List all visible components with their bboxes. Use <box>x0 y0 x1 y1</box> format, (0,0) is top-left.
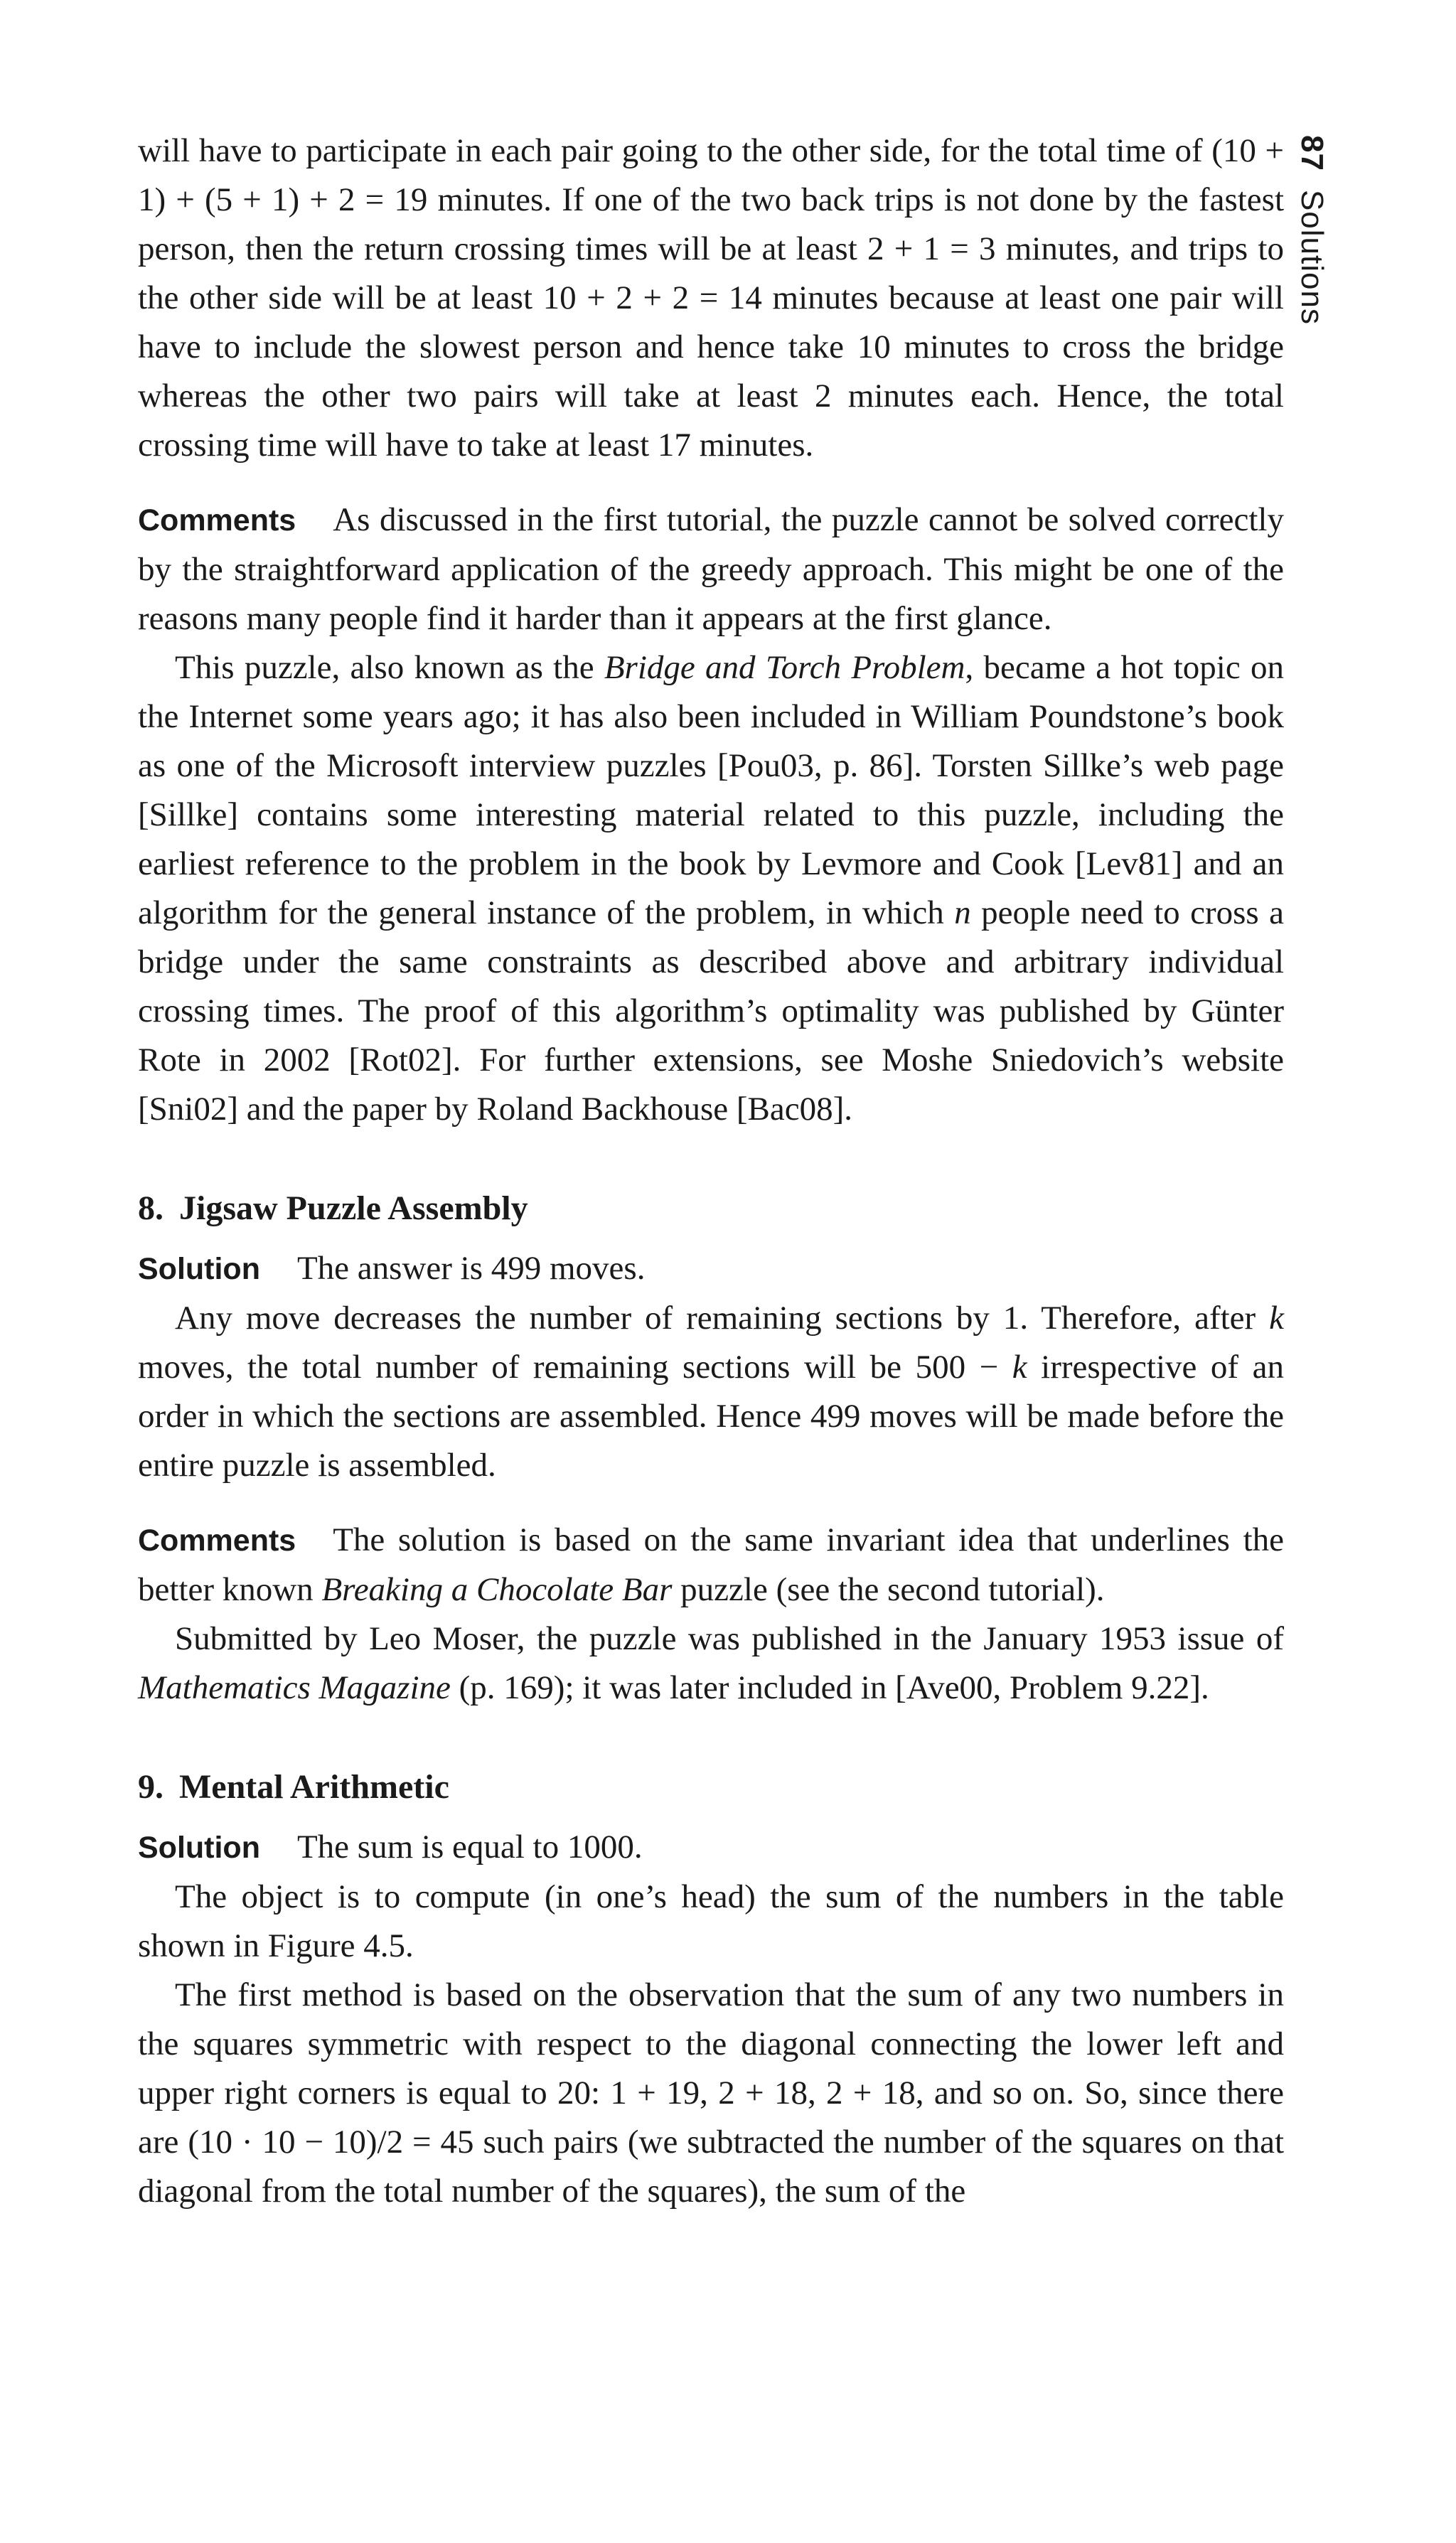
solution-paragraph-8 <box>138 1244 1284 1294</box>
italic-title: Mathematics Magazine <box>138 1669 451 1706</box>
comments-paragraph-2 <box>138 643 1284 1134</box>
comments-text: As discussed in the first tutorial, the puzzle cannot be solved correctly by the straightforward application of the greedy approach. This might be one of the reasons many people find it harder than it appears at the first glance. <box>138 501 1284 637</box>
explanation-paragraph-9-2: The first method is based on the observation that the sum of any two numbers in the squares symmetric with respect to the diagonal connecting the lower left and upper right corners is equal to 20: 1 + 19, 2 + 18, 2 + 18, and so on. So, since there are (10 · 10 − 10)/2 = 45 such pairs (we subtracted the number of the squares on that diagonal from the total number of the squares), the sum of the <box>138 1976 1284 2210</box>
text-run: moves, the total number of remaining sections will be 500 − <box>138 1349 1012 1386</box>
math-variable: n <box>954 894 971 931</box>
solution-text: The sum is equal to 1000. <box>296 1829 643 1865</box>
solution-label: Solution <box>138 1831 260 1865</box>
main-text <box>138 127 1284 2216</box>
text-run: (p. 169); it was later included in [Ave00, Problem 9.22]. <box>450 1669 1209 1706</box>
text-run: puzzle (see the second tutorial). <box>672 1571 1105 1608</box>
italic-title: Breaking a Chocolate Bar <box>321 1571 673 1608</box>
text-run: The solution is based on the same invariant idea that underlines the better known <box>138 1521 1284 1608</box>
text-run: Submitted by Leo Moser, the puzzle was published in the January 1953 issue of <box>175 1620 1284 1657</box>
math-variable: k <box>1012 1349 1027 1386</box>
running-head-section: Solutions <box>1295 189 1329 325</box>
text-run: people need to cross a bridge under the same constraints as described above and arbitrary individual crossing times. The proof of this algorithm’s optimality was published by Günter Rote in 2002 [Rot02]. For further extensions, see Moshe Sniedovich’s website [Sni02] and the paper by Roland Backhouse [Bac08]. <box>138 894 1285 1128</box>
section-number: 9. <box>138 1768 164 1806</box>
explanation-paragraph-8 <box>138 1294 1284 1490</box>
running-head <box>1294 135 1329 325</box>
math-variable: k <box>1269 1300 1284 1337</box>
text-run: This puzzle, also known as the <box>175 649 604 686</box>
text-run: Any move decreases the number of remaining sections by 1. Therefore, after <box>175 1300 1270 1337</box>
text-run: , became a hot topic on the Internet some years ago; it has also been included in William Poundstone’s book as one of the Microsoft interview puzzles [Pou03, p. 86]. Torsten Sillke’s web page [Sillke] contains some interesting material related to this puzzle, including the earliest reference to the problem in the book by Levmore and Cook [Lev81] and an algorithm for the general instance of the problem, in which <box>138 649 1284 931</box>
comments-paragraph <box>138 496 1284 643</box>
carryover-paragraph: will have to participate in each pair going to the other side, for the total time of (10 + 1) + (5 + 1) + 2 = 19 minutes. If one of the two back trips is not done by the fastest person, then the return crossing times will be at least 2 + 1 = 3 minutes, and trips to the other side will be at least 10 + 2 + 2 = 14 minutes because at least one pair will have to include the slowest person and hence take 10 minutes to cross the bridge whereas the other two pairs will take at least 2 minutes each. Hence, the total crossing time will have to take at least 17 minutes. <box>138 132 1284 464</box>
section-title: Jigsaw Puzzle Assembly <box>179 1189 528 1227</box>
section-title: Mental Arithmetic <box>179 1768 449 1806</box>
explanation-paragraph-9-1: The object is to compute (in one’s head) the sum of the numbers in the table shown in Figure 4.5. <box>138 1878 1284 1964</box>
solution-text: The answer is 499 moves. <box>296 1250 646 1287</box>
comments-label: Comments <box>138 503 296 537</box>
section-number: 8. <box>138 1189 164 1227</box>
comments-paragraph-8 <box>138 1516 1284 1615</box>
comments-paragraph-8-2 <box>138 1615 1284 1713</box>
text-run: irrespective of an order in which the sections are assembled. Hence 499 moves will be made before the entire puzzle is assembled. <box>138 1349 1284 1484</box>
section-heading-9 <box>138 1762 1284 1811</box>
comments-label: Comments <box>138 1524 296 1558</box>
solution-label: Solution <box>138 1252 260 1286</box>
section-heading-8 <box>138 1184 1284 1233</box>
solution-paragraph-9 <box>138 1823 1284 1873</box>
page-number: 87 <box>1295 135 1329 171</box>
italic-title: Bridge and Torch Problem <box>604 649 965 686</box>
